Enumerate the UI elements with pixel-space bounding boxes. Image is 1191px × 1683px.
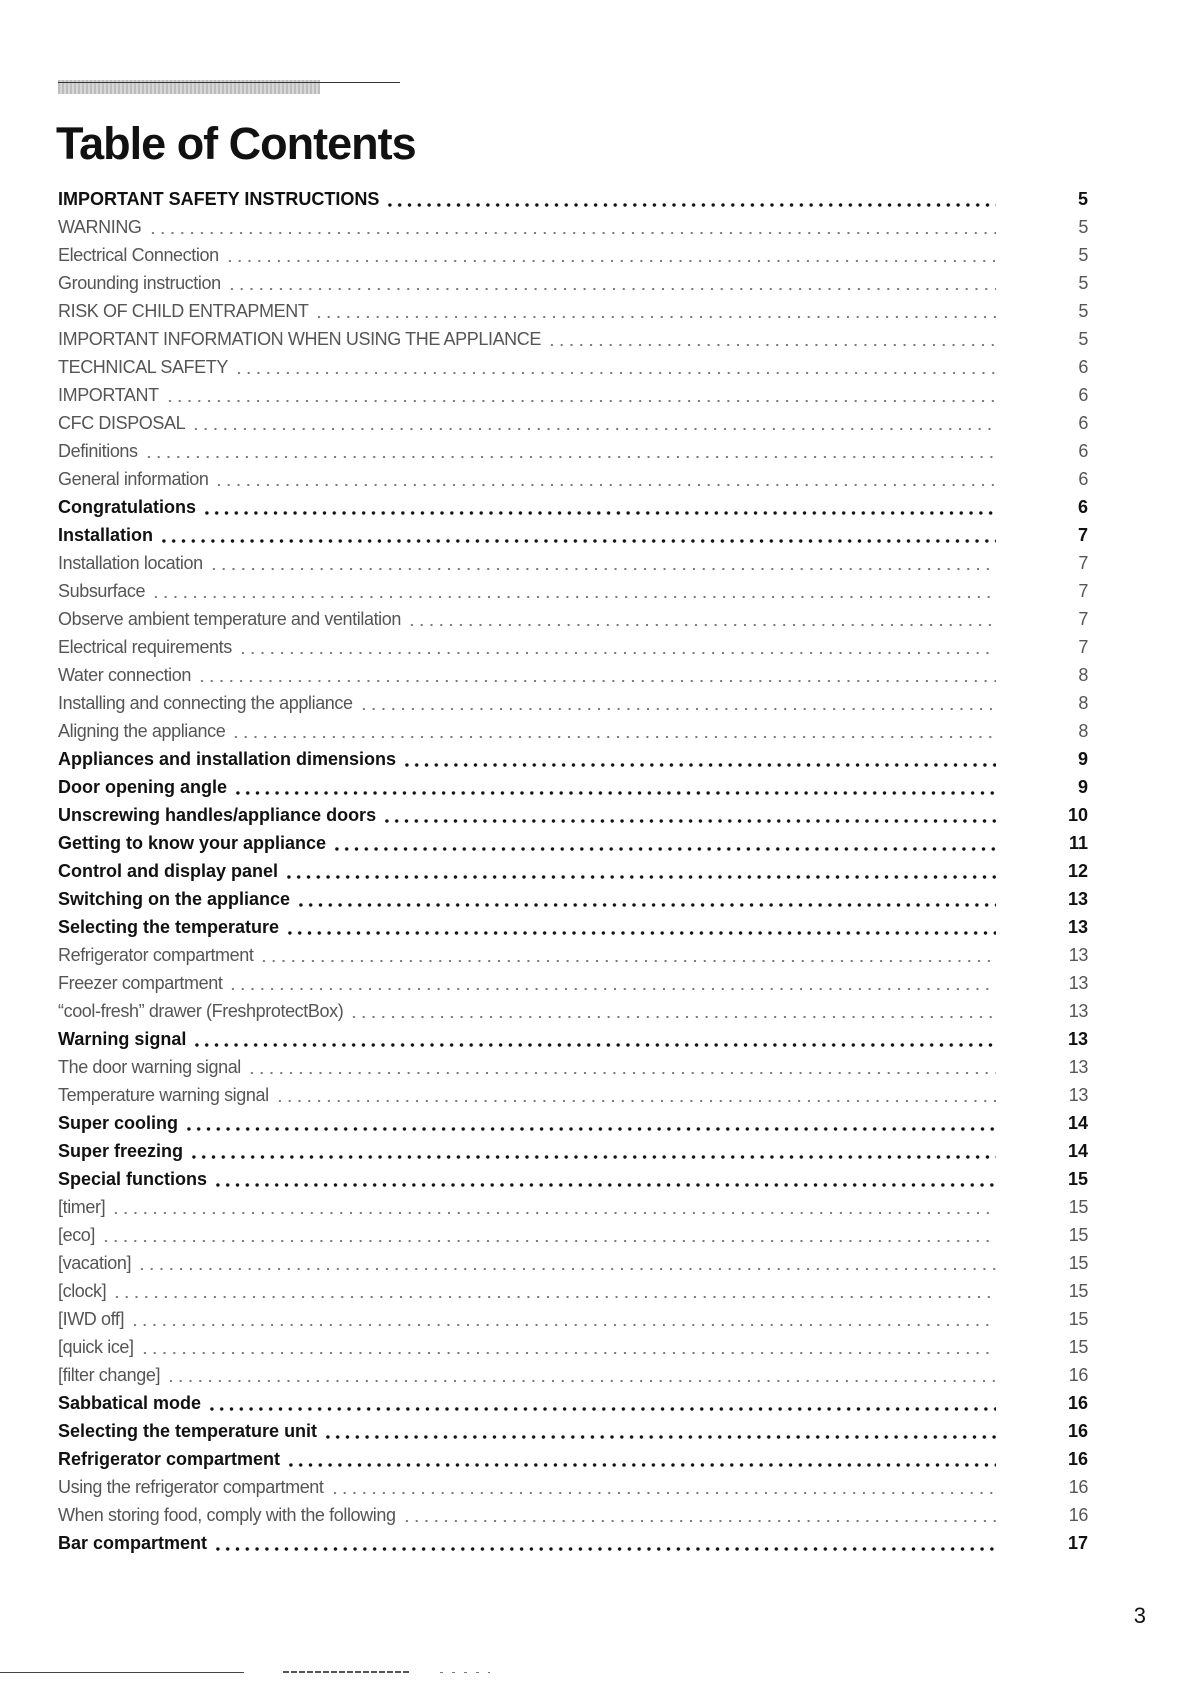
toc-dot-leader [225,246,996,264]
toc-entry[interactable] [58,1053,1088,1081]
toc-entry-page: 13 [1068,944,1088,965]
toc-entry-page: 16 [1067,1392,1088,1413]
toc-entry-page: 6 [1078,384,1088,405]
toc-entry-label: Special functions [58,1168,208,1189]
toc-dot-leader [228,974,996,992]
toc-dot-leader [148,218,996,236]
toc-dot-leader [385,190,996,208]
toc-entry-label: Refrigerator compartment [58,944,254,965]
toc-entry-page: 8 [1078,692,1088,713]
toc-entry-label: WARNING [58,216,142,237]
toc-entry-label: Electrical requirements [58,636,232,657]
toc-entry[interactable] [58,409,1088,437]
toc-entry-label: CFC DISPOSAL [58,412,186,433]
toc-dot-leader [547,330,996,348]
toc-entry[interactable] [58,1137,1088,1165]
page-number: 3 [1133,1603,1146,1628]
toc-entry-page: 15 [1068,1196,1088,1217]
toc-entry-label: IMPORTANT INFORMATION WHEN USING THE APPLIANCE [58,328,541,349]
toc-entry-page: 5 [1078,300,1088,321]
table-of-contents [58,185,1088,1557]
toc-entry[interactable] [58,661,1088,689]
toc-dot-leader [202,498,996,516]
toc-dot-leader [207,1394,996,1412]
toc-entry-label: Subsurface [58,580,146,601]
toc-dot-leader [234,358,996,376]
toc-entry-page: 15 [1068,1336,1088,1357]
toc-dot-leader [209,554,996,572]
toc-entry[interactable] [58,773,1088,801]
toc-entry[interactable] [58,857,1088,885]
header-rule [58,82,400,83]
toc-entry-label: Getting to know your appliance [58,832,327,853]
toc-dot-leader [238,638,996,656]
toc-entry-label: IMPORTANT SAFETY INSTRUCTIONS [58,188,380,209]
toc-dot-leader [285,918,996,936]
toc-dot-leader [332,834,996,852]
toc-dot-leader [140,1338,996,1356]
toc-entry-page: 12 [1067,860,1088,881]
toc-entry[interactable] [58,605,1088,633]
toc-entry-label: Installation location [58,552,203,573]
toc-entry-page: 11 [1068,832,1088,853]
toc-entry[interactable] [58,801,1088,829]
toc-dot-leader [247,1058,996,1076]
toc-entry-page: 16 [1068,1504,1088,1525]
toc-entry-label: The door warning signal [58,1056,241,1077]
toc-entry-page: 14 [1067,1112,1088,1133]
toc-entry-label: RISK OF CHILD ENTRAPMENT [58,300,309,321]
toc-entry-page: 16 [1067,1420,1088,1441]
toc-entry-label: Appliances and installation dimensions [58,748,397,769]
toc-entry-label: Installation [58,524,154,545]
toc-dot-leader [284,862,996,880]
toc-entry-label: “cool-fresh” drawer (FreshprotectBox) [58,1000,344,1021]
toc-entry-label: Selecting the temperature unit [58,1420,318,1441]
toc-entry-page: 13 [1068,1056,1088,1077]
toc-dot-leader [402,1506,996,1524]
toc-entry-label: Installing and connecting the appliance [58,692,353,713]
toc-entry[interactable] [58,1193,1088,1221]
toc-entry[interactable] [58,577,1088,605]
toc-dot-leader [286,1450,996,1468]
toc-entry[interactable] [58,1333,1088,1361]
toc-entry-page: 13 [1068,1000,1088,1021]
toc-dot-leader [189,1142,996,1160]
toc-entry-page: 7 [1078,608,1088,629]
toc-entry-page: 14 [1067,1140,1088,1161]
toc-entry-page: 5 [1078,244,1088,265]
toc-entry[interactable] [58,913,1088,941]
toc-entry[interactable] [58,549,1088,577]
toc-entry[interactable] [58,1249,1088,1277]
toc-dot-leader [402,750,996,768]
toc-dot-leader [130,1310,996,1328]
toc-dot-leader [314,302,996,320]
toc-entry-page: 6 [1078,468,1088,489]
toc-entry-label: [vacation] [58,1252,132,1273]
toc-entry[interactable] [58,1081,1088,1109]
toc-entry-page: 5 [1078,216,1088,237]
toc-dot-leader [227,274,996,292]
toc-entry[interactable] [58,1305,1088,1333]
toc-dot-leader [296,890,996,908]
toc-entry[interactable] [58,1417,1088,1445]
toc-entry[interactable] [58,1025,1088,1053]
toc-entry[interactable] [58,437,1088,465]
toc-entry-page: 6 [1078,412,1088,433]
toc-entry-label: [clock] [58,1280,107,1301]
toc-entry[interactable] [58,1221,1088,1249]
toc-entry-label: Door opening angle [58,776,227,797]
toc-entry-page: 7 [1078,636,1088,657]
toc-dot-leader [144,442,996,460]
toc-entry-label: Electrical Connection [58,244,219,265]
toc-entry-page: 15 [1068,1252,1088,1273]
toc-entry[interactable] [58,717,1088,745]
toc-dot-leader [213,1534,996,1552]
toc-dot-leader [197,666,996,684]
toc-entry-label: [eco] [58,1224,96,1245]
toc-entry-label: TECHNICAL SAFETY [58,356,228,377]
toc-entry-page: 15 [1068,1280,1088,1301]
toc-dot-leader [359,694,996,712]
toc-entry-page: 13 [1067,888,1088,909]
toc-entry-page: 16 [1068,1476,1088,1497]
toc-entry[interactable] [58,829,1088,857]
toc-dot-leader [231,722,996,740]
toc-entry-page: 13 [1068,1084,1088,1105]
toc-entry-page: 7 [1077,524,1088,545]
toc-entry[interactable] [58,885,1088,913]
toc-entry[interactable] [58,185,1088,213]
toc-entry-page: 17 [1067,1532,1088,1553]
toc-entry-page: 8 [1078,664,1088,685]
toc-entry-page: 5 [1078,328,1088,349]
toc-dot-leader [184,1114,996,1132]
toc-entry-page: 16 [1067,1448,1088,1469]
toc-entry[interactable] [58,241,1088,269]
toc-entry[interactable] [58,941,1088,969]
toc-entry[interactable] [58,297,1088,325]
toc-entry-page: 5 [1078,272,1088,293]
toc-dot-leader [159,526,996,544]
toc-entry-label: IMPORTANT [58,384,159,405]
toc-entry-page: 6 [1078,440,1088,461]
toc-entry-label: Switching on the appliance [58,888,291,909]
toc-entry-page: 10 [1067,804,1088,825]
toc-dot-leader [191,414,996,432]
toc-entry[interactable] [58,465,1088,493]
toc-entry-label: Refrigerator compartment [58,1448,281,1469]
toc-entry-label: Sabbatical mode [58,1392,202,1413]
toc-dot-leader [101,1226,996,1244]
toc-dot-leader [259,946,996,964]
toc-entry-page: 6 [1078,356,1088,377]
toc-entry-page: 5 [1077,188,1088,209]
toc-dot-leader [382,806,996,824]
toc-entry-label: [timer] [58,1196,106,1217]
toc-entry[interactable] [58,353,1088,381]
toc-entry-page: 6 [1077,496,1088,517]
toc-entry[interactable] [58,997,1088,1025]
toc-entry-page: 13 [1067,916,1088,937]
toc-dot-leader [233,778,996,796]
page-title: Table of Contents [56,118,416,169]
toc-entry-label: Grounding instruction [58,272,221,293]
toc-entry[interactable] [58,269,1088,297]
toc-entry-label: Super cooling [58,1112,179,1133]
toc-entry-label: [IWD off] [58,1308,125,1329]
toc-dot-leader [323,1422,996,1440]
toc-entry[interactable] [58,1277,1088,1305]
toc-dot-leader [137,1254,996,1272]
toc-entry-label: [quick ice] [58,1336,134,1357]
toc-entry-label: Bar compartment [58,1532,208,1553]
toc-entry-page: 15 [1068,1224,1088,1245]
toc-entry-label: General information [58,468,209,489]
toc-entry-label: Unscrewing handles/appliance doors [58,804,377,825]
toc-entry-label: Super freezing [58,1140,184,1161]
toc-dot-leader [151,582,996,600]
toc-entry[interactable] [58,213,1088,241]
toc-entry-label: Observe ambient temperature and ventilation [58,608,402,629]
toc-entry-label: Selecting the temperature [58,916,280,937]
toc-entry-label: Congratulations [58,496,196,517]
toc-dot-leader [213,1170,996,1188]
toc-entry[interactable] [58,1445,1088,1473]
toc-dot-leader [111,1198,996,1216]
toc-entry[interactable] [58,325,1088,353]
toc-entry-page: 7 [1078,580,1088,601]
toc-entry-page: 15 [1067,1168,1088,1189]
toc-dot-leader [165,386,996,404]
toc-entry[interactable] [58,633,1088,661]
footer-rule [0,1672,244,1673]
toc-entry[interactable] [58,745,1088,773]
toc-entry[interactable] [58,1501,1088,1529]
toc-entry-label: Control and display panel [58,860,279,881]
toc-dot-leader [112,1282,996,1300]
toc-entry[interactable] [58,1529,1088,1557]
toc-dot-leader [330,1478,996,1496]
toc-entry-page: 16 [1068,1364,1088,1385]
toc-entry-page: 9 [1077,748,1088,769]
toc-dot-leader [349,1002,996,1020]
toc-entry-label: Warning signal [58,1028,187,1049]
toc-entry[interactable] [58,1473,1088,1501]
toc-dot-leader [192,1030,996,1048]
toc-entry[interactable] [58,1165,1088,1193]
toc-entry-label: Freezer compartment [58,972,223,993]
toc-entry[interactable] [58,1389,1088,1417]
footer-marks [440,1672,490,1673]
toc-entry-label: Temperature warning signal [58,1084,269,1105]
toc-entry-page: 15 [1068,1308,1088,1329]
toc-entry[interactable] [58,689,1088,717]
footer-rule-dashed [283,1671,411,1673]
toc-entry[interactable] [58,381,1088,409]
toc-entry-page: 8 [1078,720,1088,741]
toc-entry-page: 9 [1077,776,1088,797]
toc-dot-leader [166,1366,996,1384]
toc-entry[interactable] [58,1109,1088,1137]
toc-entry-page: 7 [1078,552,1088,573]
toc-entry-label: [filter change] [58,1364,161,1385]
toc-entry[interactable] [58,1361,1088,1389]
toc-dot-leader [407,610,996,628]
toc-entry-page: 13 [1068,972,1088,993]
toc-entry-label: Using the refrigerator compartment [58,1476,324,1497]
toc-entry-label: Definitions [58,440,138,461]
toc-entry[interactable] [58,521,1088,549]
toc-entry-label: Aligning the appliance [58,720,226,741]
toc-entry-page: 13 [1067,1028,1088,1049]
toc-entry-label: Water connection [58,664,192,685]
toc-entry[interactable] [58,969,1088,997]
toc-dot-leader [275,1086,996,1104]
toc-dot-leader [214,470,996,488]
toc-entry-label: When storing food, comply with the following [58,1504,396,1525]
toc-entry[interactable] [58,493,1088,521]
